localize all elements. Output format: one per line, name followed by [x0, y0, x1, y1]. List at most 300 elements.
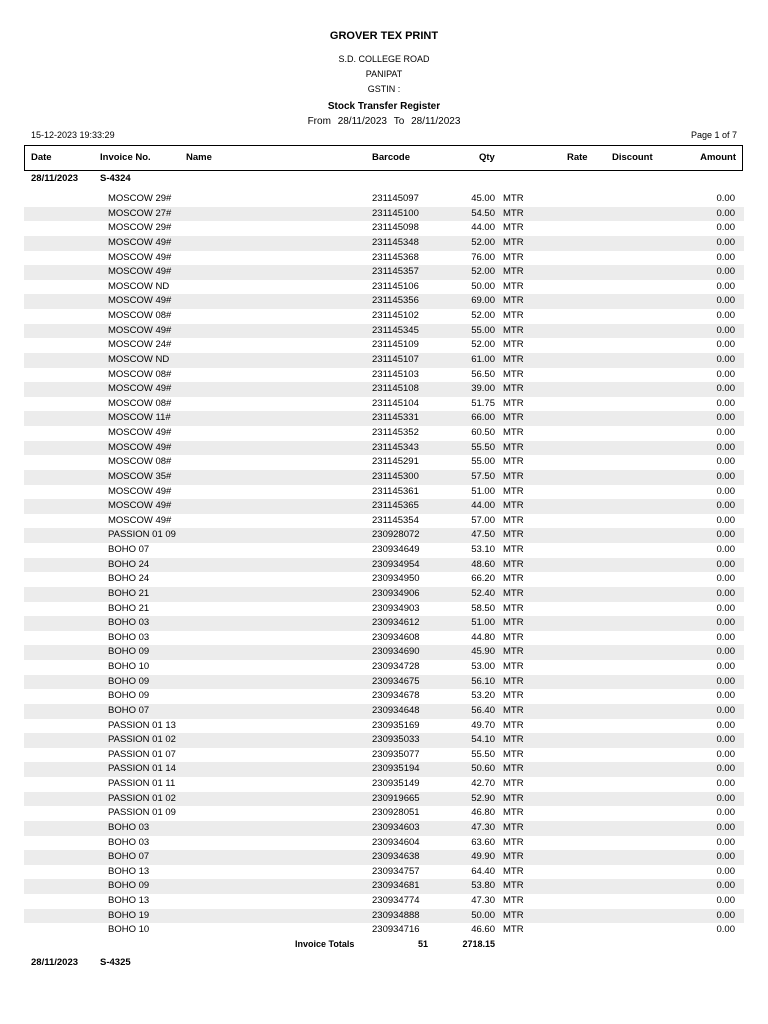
item-amount: 0.00 [716, 397, 735, 409]
item-unit: MTR [503, 397, 524, 409]
item-qty: 47.30 [471, 821, 495, 833]
item-qty: 50.60 [471, 763, 495, 775]
col-amount: Amount [700, 152, 736, 163]
totals-label: Invoice Totals [295, 939, 355, 949]
item-barcode: 230934716 [372, 924, 420, 936]
item-name: MOSCOW ND [108, 353, 170, 365]
item-name: MOSCOW 49# [108, 427, 172, 438]
item-amount: 0.00 [716, 441, 735, 453]
col-rate: Rate [567, 152, 588, 163]
item-barcode: 230934678 [372, 690, 420, 702]
item-qty: 47.30 [471, 895, 495, 906]
item-name: MOSCOW 49# [108, 485, 172, 497]
item-amount: 0.00 [716, 748, 735, 760]
item-unit: MTR [503, 792, 524, 804]
item-unit: MTR [503, 222, 524, 234]
table-row [24, 865, 744, 880]
table-row [24, 499, 744, 514]
table-row [24, 909, 744, 924]
item-name: PASSION 01 13 [108, 719, 176, 731]
table-row [24, 704, 744, 719]
item-amount: 0.00 [716, 924, 735, 936]
item-qty: 55.00 [471, 324, 495, 336]
item-name: BOHO 07 [108, 544, 150, 555]
item-amount: 0.00 [716, 485, 735, 497]
item-name: BOHO 24 [108, 573, 150, 585]
item-qty: 46.60 [471, 924, 495, 936]
item-unit: MTR [503, 865, 524, 877]
item-qty: 52.40 [471, 587, 495, 599]
item-unit: MTR [503, 924, 524, 936]
table-row [24, 792, 744, 807]
item-amount: 0.00 [716, 719, 735, 731]
item-qty: 49.90 [471, 851, 495, 863]
table-row [24, 426, 744, 441]
item-amount: 0.00 [716, 675, 735, 687]
item-qty: 56.50 [471, 368, 495, 380]
item-qty: 57.50 [471, 470, 495, 482]
col-barcode: Barcode [372, 152, 411, 163]
item-amount: 0.00 [716, 544, 735, 555]
totals-qty: 2718.15 [462, 939, 495, 949]
item-unit: MTR [503, 704, 524, 716]
item-amount: 0.00 [716, 807, 735, 819]
report-period [0, 116, 768, 127]
item-qty: 61.00 [471, 353, 495, 365]
item-barcode: 231145107 [372, 353, 419, 365]
item-name: PASSION 01 02 [108, 792, 176, 804]
item-qty: 58.50 [471, 602, 495, 614]
item-name: BOHO 21 [108, 587, 150, 599]
item-amount: 0.00 [716, 266, 735, 278]
item-unit: MTR [503, 427, 524, 438]
item-amount: 0.00 [716, 280, 735, 292]
table-row [24, 294, 744, 309]
item-name: MOSCOW 49# [108, 514, 172, 526]
item-name: BOHO 03 [108, 836, 150, 848]
item-amount: 0.00 [716, 412, 735, 424]
item-amount: 0.00 [716, 763, 735, 775]
group-date: 28/11/2023 [31, 173, 79, 184]
item-unit: MTR [503, 310, 524, 321]
item-barcode: 230934638 [372, 851, 420, 863]
item-qty: 50.00 [471, 909, 495, 921]
item-name: MOSCOW 49# [108, 324, 172, 336]
item-unit: MTR [503, 719, 524, 731]
item-barcode: 231145098 [372, 222, 419, 234]
item-unit: MTR [503, 251, 524, 263]
item-unit: MTR [503, 514, 524, 526]
item-name: BOHO 09 [108, 690, 150, 702]
table-row [24, 821, 744, 836]
item-unit: MTR [503, 339, 524, 351]
table-row [24, 836, 744, 851]
item-barcode: 230935077 [372, 748, 420, 760]
item-name: MOSCOW 08# [108, 368, 172, 380]
item-amount: 0.00 [716, 734, 735, 746]
item-qty: 49.70 [471, 719, 495, 731]
item-barcode: 231145100 [372, 207, 419, 219]
item-unit: MTR [503, 675, 524, 687]
gstin-label: GSTIN : [367, 84, 401, 94]
item-amount: 0.00 [716, 778, 735, 789]
period-to: 28/11/2023 [411, 116, 461, 127]
item-unit: MTR [503, 778, 524, 789]
address-line-1: S.D. COLLEGE ROAD [338, 54, 430, 64]
item-qty: 53.10 [471, 544, 495, 555]
item-name: BOHO 03 [108, 821, 150, 833]
table-row [24, 397, 744, 412]
item-name: MOSCOW 08# [108, 456, 172, 468]
item-qty: 51.75 [471, 397, 495, 409]
item-amount: 0.00 [716, 251, 735, 263]
item-barcode: 230928051 [372, 807, 420, 819]
item-barcode: 231145356 [372, 295, 419, 307]
item-name: MOSCOW 24# [108, 339, 172, 351]
table-row [24, 485, 744, 500]
item-qty: 56.10 [471, 675, 495, 687]
item-name: MOSCOW 08# [108, 310, 172, 321]
item-name: MOSCOW 49# [108, 236, 172, 248]
item-barcode: 231145357 [372, 266, 419, 278]
item-qty: 45.00 [471, 193, 495, 204]
item-barcode: 230935194 [372, 763, 420, 775]
item-qty: 52.00 [471, 266, 495, 278]
item-qty: 66.20 [471, 573, 495, 585]
next-group-invoice: S-4325 [100, 957, 131, 968]
item-barcode: 231145300 [372, 470, 419, 482]
table-row [24, 411, 744, 426]
table-row [24, 382, 744, 397]
item-name: BOHO 09 [108, 646, 150, 658]
item-barcode: 230934608 [372, 631, 420, 643]
item-name: PASSION 01 09 [108, 529, 176, 541]
item-name: BOHO 24 [108, 558, 150, 570]
item-barcode: 230919665 [372, 792, 420, 804]
table-row [24, 251, 744, 266]
item-qty: 55.50 [471, 748, 495, 760]
item-name: BOHO 03 [108, 631, 150, 643]
table-row [24, 894, 744, 909]
item-amount: 0.00 [716, 222, 735, 234]
next-group-date: 28/11/2023 [31, 957, 79, 968]
item-amount: 0.00 [716, 295, 735, 307]
item-unit: MTR [503, 470, 524, 482]
item-name: MOSCOW 29# [108, 193, 172, 204]
item-amount: 0.00 [716, 602, 735, 614]
item-name: MOSCOW 49# [108, 266, 172, 278]
item-qty: 64.40 [471, 865, 495, 877]
item-qty: 51.00 [471, 485, 495, 497]
item-unit: MTR [503, 266, 524, 278]
item-unit: MTR [503, 851, 524, 863]
item-amount: 0.00 [716, 514, 735, 526]
item-name: MOSCOW 08# [108, 397, 172, 409]
col-date: Date [31, 152, 52, 163]
item-barcode: 230934888 [372, 909, 420, 921]
item-amount: 0.00 [716, 895, 735, 906]
page-number: Page 1 of 7 [690, 130, 737, 140]
col-name: Name [186, 152, 212, 163]
table-row [24, 441, 744, 456]
item-unit: MTR [503, 734, 524, 746]
item-qty: 53.80 [471, 880, 495, 892]
item-qty: 56.40 [471, 704, 495, 716]
item-barcode: 231145365 [372, 500, 419, 512]
item-qty: 45.90 [471, 646, 495, 658]
item-name: PASSION 01 14 [108, 763, 176, 775]
item-amount: 0.00 [716, 851, 735, 863]
item-qty: 54.10 [471, 734, 495, 746]
item-unit: MTR [503, 441, 524, 453]
item-amount: 0.00 [716, 427, 735, 438]
item-barcode: 230934906 [372, 587, 420, 599]
item-unit: MTR [503, 587, 524, 599]
item-barcode: 231145104 [372, 397, 419, 409]
item-amount: 0.00 [716, 792, 735, 804]
item-unit: MTR [503, 544, 524, 555]
item-name: MOSCOW 35# [108, 470, 172, 482]
table-row [24, 762, 744, 777]
item-barcode: 230928072 [372, 529, 420, 541]
item-unit: MTR [503, 207, 524, 219]
item-name: PASSION 01 11 [108, 778, 176, 789]
item-name: BOHO 09 [108, 675, 150, 687]
item-amount: 0.00 [716, 558, 735, 570]
table-row [24, 236, 744, 251]
item-name: BOHO 21 [108, 602, 150, 614]
item-barcode: 230934604 [372, 836, 420, 848]
item-unit: MTR [503, 602, 524, 614]
item-name: PASSION 01 07 [108, 748, 176, 760]
item-name: BOHO 09 [108, 880, 150, 892]
item-unit: MTR [503, 353, 524, 365]
table-row [24, 221, 744, 236]
item-unit: MTR [503, 500, 524, 512]
table-row [24, 572, 744, 587]
item-name: BOHO 13 [108, 895, 150, 906]
item-barcode: 230934690 [372, 646, 420, 658]
table-row [24, 324, 744, 339]
item-barcode: 230934757 [372, 865, 420, 877]
item-qty: 44.00 [471, 500, 495, 512]
totals-count: 51 [418, 939, 429, 949]
item-barcode: 231145103 [372, 368, 419, 380]
item-qty: 51.00 [471, 617, 495, 629]
item-qty: 53.20 [471, 690, 495, 702]
table-row [24, 265, 744, 280]
item-name: BOHO 19 [108, 909, 150, 921]
item-amount: 0.00 [716, 704, 735, 716]
address-line-2: PANIPAT [365, 69, 403, 79]
item-amount: 0.00 [716, 646, 735, 658]
item-qty: 48.60 [471, 558, 495, 570]
item-amount: 0.00 [716, 587, 735, 599]
item-barcode: 231145102 [372, 310, 419, 321]
item-barcode: 231145345 [372, 324, 419, 336]
item-qty: 50.00 [471, 280, 495, 292]
item-barcode: 230934681 [372, 880, 420, 892]
item-barcode: 230934774 [372, 895, 420, 906]
table-row [24, 514, 744, 529]
item-qty: 46.80 [471, 807, 495, 819]
item-unit: MTR [503, 558, 524, 570]
item-barcode: 230935149 [372, 778, 420, 789]
item-barcode: 230934903 [372, 602, 420, 614]
item-unit: MTR [503, 807, 524, 819]
item-amount: 0.00 [716, 456, 735, 468]
item-barcode: 230934612 [372, 617, 420, 629]
table-row [24, 748, 744, 763]
item-qty: 55.00 [471, 456, 495, 468]
item-barcode: 230934603 [372, 821, 420, 833]
table-row [24, 660, 744, 675]
table-row [24, 470, 744, 485]
item-unit: MTR [503, 763, 524, 775]
item-qty: 44.00 [471, 222, 495, 234]
report-title: Stock Transfer Register [327, 101, 441, 112]
item-amount: 0.00 [716, 573, 735, 585]
item-qty: 42.70 [471, 778, 495, 789]
item-qty: 69.00 [471, 295, 495, 307]
item-unit: MTR [503, 748, 524, 760]
item-qty: 66.00 [471, 412, 495, 424]
item-unit: MTR [503, 821, 524, 833]
item-qty: 53.00 [471, 661, 495, 672]
item-amount: 0.00 [716, 383, 735, 395]
item-unit: MTR [503, 193, 524, 204]
item-name: PASSION 01 02 [108, 734, 176, 746]
table-row [24, 528, 744, 543]
item-amount: 0.00 [716, 821, 735, 833]
table-row [24, 543, 744, 558]
item-name: MOSCOW 49# [108, 500, 172, 512]
item-amount: 0.00 [716, 631, 735, 643]
group-invoice: S-4324 [100, 173, 131, 184]
item-amount: 0.00 [716, 865, 735, 877]
item-name: MOSCOW 49# [108, 251, 172, 263]
table-row [24, 353, 744, 368]
item-barcode: 230934648 [372, 704, 420, 716]
item-amount: 0.00 [716, 500, 735, 512]
item-amount: 0.00 [716, 617, 735, 629]
item-name: MOSCOW 29# [108, 222, 172, 234]
table-row [24, 777, 744, 792]
item-amount: 0.00 [716, 310, 735, 321]
item-unit: MTR [503, 880, 524, 892]
table-row [24, 192, 744, 207]
item-qty: 47.50 [471, 529, 495, 541]
item-qty: 39.00 [471, 383, 495, 395]
item-unit: MTR [503, 690, 524, 702]
item-unit: MTR [503, 617, 524, 629]
item-qty: 54.50 [471, 207, 495, 219]
item-amount: 0.00 [716, 880, 735, 892]
table-row [24, 879, 744, 894]
item-qty: 52.00 [471, 339, 495, 351]
table-row [24, 719, 744, 734]
item-name: MOSCOW 27# [108, 207, 172, 219]
table-row [24, 923, 744, 938]
table-row [24, 602, 744, 617]
item-qty: 57.00 [471, 514, 495, 526]
item-barcode: 231145108 [372, 383, 419, 395]
item-barcode: 231145097 [372, 193, 419, 204]
col-invoice: Invoice No. [100, 152, 151, 163]
table-row [24, 689, 744, 704]
item-qty: 76.00 [471, 251, 495, 263]
item-barcode: 231145368 [372, 251, 419, 263]
item-barcode: 231145106 [372, 280, 419, 292]
item-amount: 0.00 [716, 836, 735, 848]
table-row [24, 806, 744, 821]
item-unit: MTR [503, 529, 524, 541]
item-amount: 0.00 [716, 661, 735, 672]
item-unit: MTR [503, 646, 524, 658]
item-name: BOHO 13 [108, 865, 150, 877]
item-qty: 60.50 [471, 427, 495, 438]
item-name: BOHO 07 [108, 851, 150, 863]
item-name: MOSCOW ND [108, 280, 170, 292]
item-barcode: 231145109 [372, 339, 419, 351]
table-row [24, 558, 744, 573]
item-qty: 44.80 [471, 631, 495, 643]
item-unit: MTR [503, 836, 524, 848]
table-row [24, 616, 744, 631]
item-name: MOSCOW 49# [108, 295, 172, 307]
item-barcode: 230934728 [372, 661, 420, 672]
item-name: BOHO 10 [108, 924, 150, 936]
item-unit: MTR [503, 631, 524, 643]
item-barcode: 230934954 [372, 558, 420, 570]
table-row [24, 280, 744, 295]
item-barcode: 231145343 [372, 441, 419, 453]
table-row [24, 733, 744, 748]
item-barcode: 231145348 [372, 236, 419, 248]
item-name: PASSION 01 09 [108, 807, 176, 819]
item-qty: 52.00 [471, 310, 495, 321]
item-amount: 0.00 [716, 368, 735, 380]
item-unit: MTR [503, 295, 524, 307]
item-unit: MTR [503, 412, 524, 424]
table-row [24, 309, 744, 324]
item-name: BOHO 07 [108, 704, 150, 716]
item-amount: 0.00 [716, 207, 735, 219]
item-barcode: 231145331 [372, 412, 419, 424]
item-barcode: 231145354 [372, 514, 419, 526]
item-barcode: 231145291 [372, 456, 419, 468]
item-amount: 0.00 [716, 470, 735, 482]
item-unit: MTR [503, 236, 524, 248]
period-from: 28/11/2023 [337, 116, 387, 127]
item-name: MOSCOW 49# [108, 441, 172, 453]
item-unit: MTR [503, 909, 524, 921]
item-barcode: 230934950 [372, 573, 420, 585]
table-row [24, 645, 744, 660]
item-amount: 0.00 [716, 909, 735, 921]
item-amount: 0.00 [716, 324, 735, 336]
table-row [24, 631, 744, 646]
table-row [24, 368, 744, 383]
item-name: MOSCOW 49# [108, 383, 172, 395]
item-barcode: 230935033 [372, 734, 420, 746]
item-amount: 0.00 [716, 529, 735, 541]
item-unit: MTR [503, 573, 524, 585]
item-unit: MTR [503, 368, 524, 380]
item-qty: 55.50 [471, 441, 495, 453]
item-name: BOHO 10 [108, 661, 150, 672]
item-barcode: 230934649 [372, 544, 420, 555]
